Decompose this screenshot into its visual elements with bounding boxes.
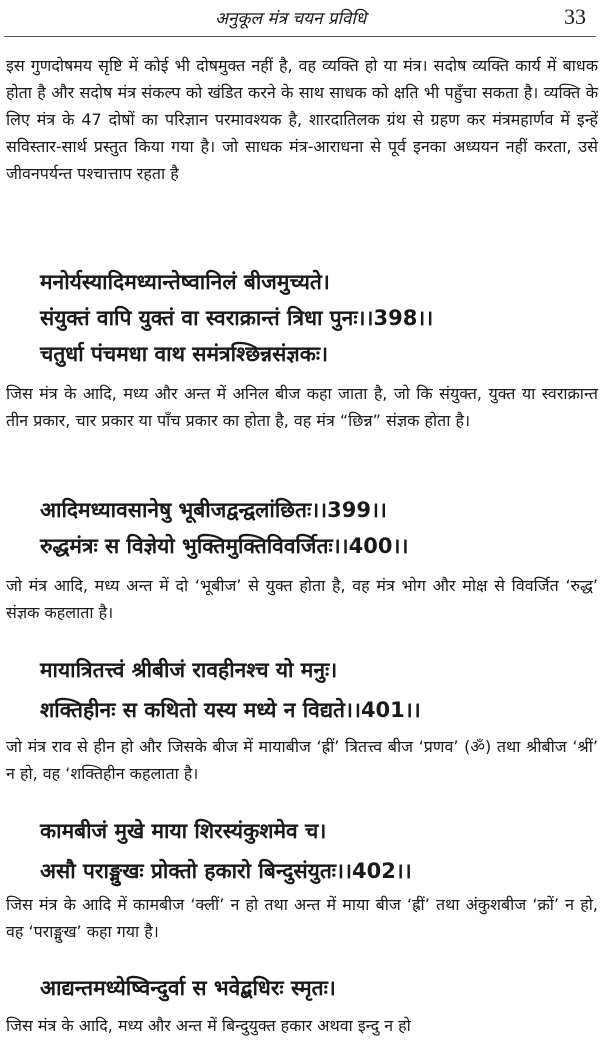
verse-block xyxy=(40,811,412,891)
page-number: 33 xyxy=(564,4,586,29)
verse-line: संयुक्तं वापि युक्तं वा स्वराक्रान्तं त्रिधा पुनः।।398।। xyxy=(40,306,434,330)
verse-block xyxy=(40,970,336,1006)
verse-block xyxy=(40,492,408,564)
verse-line: शक्तिहीनः स कथितो यस्य मध्ये न विद्यते।।401।। xyxy=(40,698,421,722)
verse-line: चतुर्धा पंचमधा वाथ समंत्रश्छिन्नसंज्ञकः। xyxy=(40,342,329,366)
verse-explanation: जिस मंत्र के आदि, मध्य और अन्त में अनिल बीज कहा जाता है, जो कि संयुक्त, युक्त या स्वराक्रान्त तीन प्रकार, चार प्रकार या पाँच प्रकार का होता है, वह मंत्र “छिन्न” संज्ञक होता है। xyxy=(6,384,598,430)
verse-line: आदिमध्यावसानेषु भूबीजद्वन्द्वलांछितः।।399।। xyxy=(40,498,387,522)
verse-line: कामबीजं मुखे माया शिरस्यंकुशमेव च। xyxy=(40,819,327,843)
verse-explanation: जिस मंत्र के आदि, मध्य और अन्त में बिन्दुयुक्त हकार अथवा इन्दु न हो xyxy=(6,1016,411,1035)
intro-paragraph: इस गुणदोषमय सृष्टि में कोई भी दोषमुक्त नहीं है, वह व्यक्ति हो या मंत्र। सदोष व्यक्ति कार्य में बाधक होता है और सदोष मंत्र संकल्प को खंडित करने के साथ साधक को क्षति भी पहुँचा सकता है। व्यक्ति के लिए मंत्र के 47 दोषों का परिज्ञान परमावश्यक है, शारदातिलक ग्रंथ से ग्रहण कर मंत्रमहार्णव में इन्हें सविस्तार-सार्थ प्रस्तुत किया गया है। जो साधक मंत्र-आराधना से पूर्व इनका अध्ययन नहीं करता, उसे जीवनपर्यन्त पश्चात्ताप रहता है xyxy=(6,56,598,183)
verse-line: आद्यन्तमध्येष्विन्दुर्वा स भवेद्बधिरः स्मृतः। xyxy=(40,976,336,1000)
verse-block xyxy=(40,650,421,730)
verse-block xyxy=(40,264,433,372)
verse-explanation: जिस मंत्र के आदि में कामबीज ‘क्लीं’ न हो तथा अन्त में माया बीज ‘ह्रीं’ तथा अंकुशबीज ‘क्रों’ न हो, वह ‘पराङ्मुख’ कहा गया है। xyxy=(6,895,598,941)
verse-line: मायात्रितत्त्वं श्रीबीजं रावहीनश्च यो मनुः। xyxy=(40,658,338,682)
verse-explanation: जो मंत्र राव से हीन हो और जिसके बीज में मायाबीज ‘ह्रीं’ त्रितत्त्व बीज ‘प्रणव’ (ॐ) तथा श्रीबीज ‘श्रीं’ न हो, वह ‘शक्तिहीन कहलाता है। xyxy=(6,737,598,783)
verse-line: रुद्धमंत्रः स विज्ञेयो भुक्तिमुक्तिविवर्जितः।।400।। xyxy=(40,534,409,558)
header-divider xyxy=(4,36,596,37)
verse-line: असौ पराङ्मुखः प्रोक्तो हकारो बिन्दुसंयुतः।।402।। xyxy=(40,859,412,883)
verse-line: मनोर्यस्यादिमध्यान्तेष्वानिलं बीजमुच्यते। xyxy=(40,270,330,294)
running-header-title: अनुकूल मंत्र चयन प्रविधि xyxy=(215,9,367,29)
verse-explanation: जो मंत्र आदि, मध्य अन्त में दो ‘भूबीज’ से युक्त होता है, वह मंत्र भोग और मोक्ष से विवर्जित ‘रुद्ध’ संज्ञक कहलाता है। xyxy=(6,576,598,622)
